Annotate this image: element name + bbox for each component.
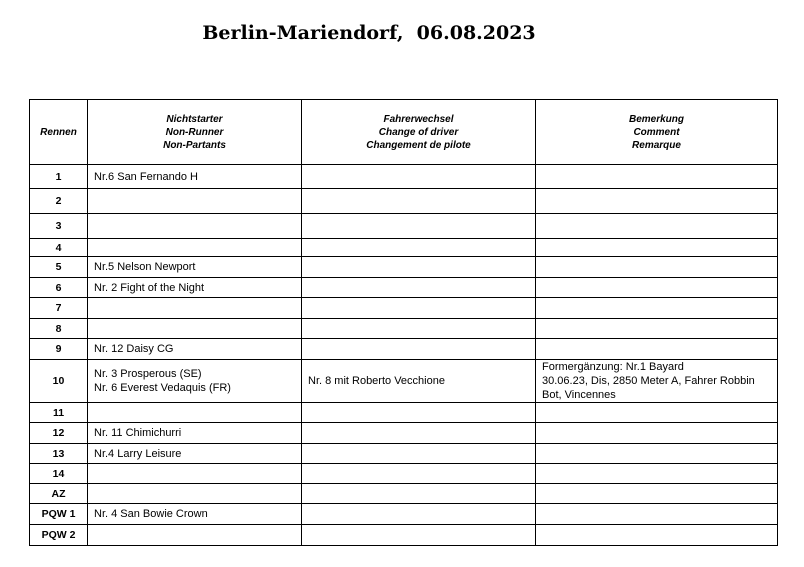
nonstarter-cell: Nr.6 San Fernando H <box>88 165 302 189</box>
table-row <box>30 278 778 298</box>
comment-cell <box>536 278 778 298</box>
nonstarter-cell: Nr. 2 Fight of the Night <box>88 278 302 298</box>
table-row <box>30 257 778 278</box>
table-row <box>30 339 778 360</box>
header-fahrerwechsel-de: Fahrerwechsel <box>383 113 454 125</box>
header-bemerkung <box>536 100 778 165</box>
race-number-cell: PQW 1 <box>30 504 88 525</box>
nonstarter-cell: Nr.4 Larry Leisure <box>88 444 302 464</box>
comment-cell <box>536 319 778 339</box>
table-row <box>30 444 778 464</box>
driver-change-cell <box>302 189 536 214</box>
header-fahrerwechsel <box>302 100 536 165</box>
comment-cell <box>536 525 778 546</box>
driver-change-cell <box>302 464 536 484</box>
race-number-cell: 5 <box>30 257 88 278</box>
header-nichtstarter <box>88 100 302 165</box>
driver-change-cell <box>302 403 536 423</box>
driver-change-cell <box>302 339 536 360</box>
race-number-cell: 10 <box>30 360 88 403</box>
table-row <box>30 189 778 214</box>
nonstarter-cell <box>88 239 302 257</box>
nonstarter-cell: Nr. 3 Prosperous (SE) Nr. 6 Everest Vedaquis (FR) <box>88 360 302 403</box>
comment-cell <box>536 189 778 214</box>
driver-change-cell <box>302 214 536 239</box>
header-bemerkung-en: Comment <box>633 126 680 138</box>
nonstarter-cell <box>88 189 302 214</box>
driver-change-cell <box>302 239 536 257</box>
table-row <box>30 239 778 257</box>
nonstarter-cell: Nr.5 Nelson Newport <box>88 257 302 278</box>
table-row <box>30 484 778 504</box>
header-fahrerwechsel-fr: Changement de pilote <box>366 139 471 151</box>
header-rennen: Rennen <box>30 100 88 165</box>
table-row <box>30 165 778 189</box>
header-nichtstarter-de: Nichtstarter <box>166 113 223 125</box>
page-title: Berlin-Mariendorf, 06.08.2023 <box>202 22 536 44</box>
race-number-cell: 3 <box>30 214 88 239</box>
race-number-cell: 6 <box>30 278 88 298</box>
race-number-cell: 2 <box>30 189 88 214</box>
race-number-cell: 14 <box>30 464 88 484</box>
driver-change-cell <box>302 484 536 504</box>
comment-cell <box>536 298 778 319</box>
header-fahrerwechsel-en: Change of driver <box>378 126 459 138</box>
race-number-cell: 8 <box>30 319 88 339</box>
driver-change-cell: Nr. 8 mit Roberto Vecchione <box>302 360 536 403</box>
comment-cell <box>536 484 778 504</box>
driver-change-cell <box>302 525 536 546</box>
race-number-cell: PQW 2 <box>30 525 88 546</box>
table-row <box>30 423 778 444</box>
comment-cell: Formergänzung: Nr.1 Bayard 30.06.23, Dis, 2850 Meter A, Fahrer Robbin Bot, Vincennes <box>536 360 778 403</box>
nonstarter-cell <box>88 298 302 319</box>
nonstarter-cell <box>88 484 302 504</box>
header-nichtstarter-fr: Non-Partants <box>163 139 226 151</box>
table-row <box>30 214 778 239</box>
race-number-cell: 7 <box>30 298 88 319</box>
nonstarter-cell <box>88 319 302 339</box>
nonstarter-cell <box>88 214 302 239</box>
driver-change-cell <box>302 423 536 444</box>
driver-change-cell <box>302 298 536 319</box>
comment-cell <box>536 257 778 278</box>
race-number-cell: AZ <box>30 484 88 504</box>
race-number-cell: 4 <box>30 239 88 257</box>
table-row <box>30 504 778 525</box>
race-number-cell: 13 <box>30 444 88 464</box>
race-changes-table <box>29 99 778 546</box>
table-row <box>30 298 778 319</box>
table-row <box>30 525 778 546</box>
race-number-cell: 9 <box>30 339 88 360</box>
driver-change-cell <box>302 319 536 339</box>
driver-change-cell <box>302 278 536 298</box>
driver-change-cell <box>302 444 536 464</box>
table-row <box>30 403 778 423</box>
driver-change-cell <box>302 165 536 189</box>
header-nichtstarter-en: Non-Runner <box>165 126 224 138</box>
nonstarter-cell: Nr. 11 Chimichurri <box>88 423 302 444</box>
nonstarter-cell: Nr. 4 San Bowie Crown <box>88 504 302 525</box>
race-number-cell: 12 <box>30 423 88 444</box>
header-bemerkung-fr: Remarque <box>632 139 681 151</box>
comment-cell <box>536 423 778 444</box>
nonstarter-cell <box>88 464 302 484</box>
comment-cell <box>536 464 778 484</box>
comment-cell <box>536 444 778 464</box>
race-number-cell: 11 <box>30 403 88 423</box>
header-bemerkung-de: Bemerkung <box>628 113 684 125</box>
race-number-cell: 1 <box>30 165 88 189</box>
table-row <box>30 319 778 339</box>
comment-cell <box>536 504 778 525</box>
comment-cell <box>536 239 778 257</box>
table-header-row <box>30 100 778 165</box>
driver-change-cell <box>302 257 536 278</box>
nonstarter-cell: Nr. 12 Daisy CG <box>88 339 302 360</box>
driver-change-cell <box>302 504 536 525</box>
table-row <box>30 360 778 403</box>
comment-cell <box>536 165 778 189</box>
nonstarter-cell <box>88 403 302 423</box>
nonstarter-cell <box>88 525 302 546</box>
comment-cell <box>536 214 778 239</box>
table-row <box>30 464 778 484</box>
comment-cell <box>536 339 778 360</box>
comment-cell <box>536 403 778 423</box>
